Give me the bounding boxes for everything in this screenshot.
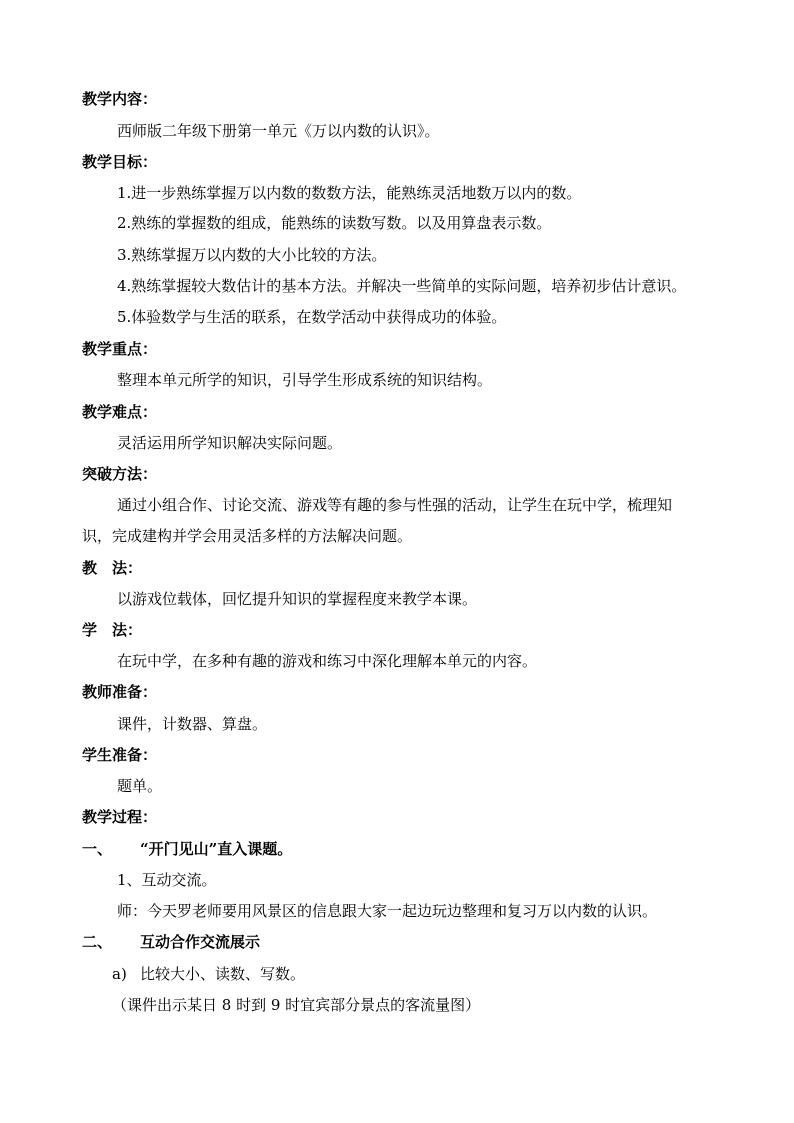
section-1-teacher-line: 师：今天罗老师要用风景区的信息跟大家一起边玩边整理和复习万以内数的认识。	[117, 902, 658, 920]
difficulty-text: 灵活运用所学知识解决实际问题。	[117, 434, 343, 452]
goal-item-5: 5.体验数学与生活的联系，在数学活动中获得成功的体验。	[117, 308, 507, 326]
student-prep-text: 题单。	[117, 777, 163, 795]
content-heading: 教学内容：	[82, 90, 158, 108]
goal-item-4: 4.熟练掌握较大数估计的基本方法。并解决一些简单的实际问题，培养初步估计意识。	[117, 277, 687, 295]
goal-item-3: 3.熟练掌握万以内数的大小比较的方法。	[117, 246, 387, 264]
teach-method-text: 以游戏位载体，回忆提升知识的掌握程度来教学本课。	[117, 590, 478, 608]
learn-method-heading	[82, 620, 142, 640]
learn-method-text: 在玩中学，在多种有趣的游戏和练习中深化理解本单元的内容。	[117, 652, 538, 670]
goal-item-1: 1.进一步熟练掌握万以内数的数数方法，能熟练灵活地数万以内的数。	[117, 184, 582, 202]
section-2-item-marker: a)	[112, 965, 127, 983]
section-2-num: 二、	[82, 933, 113, 951]
section-1-num: 一、	[82, 840, 113, 858]
content-text: 西师版二年级下册第一单元《万以内数的认识》。	[117, 122, 440, 140]
teacher-prep-text: 课件，计数器、算盘。	[117, 715, 268, 733]
section-2-item: 比较大小、读数、写数。	[140, 965, 306, 983]
key-heading: 教学重点：	[82, 340, 158, 358]
teach-method-heading	[82, 558, 142, 578]
goal-item-2: 2.熟练的掌握数的组成，能熟练的读数写数。以及用算盘表示数。	[117, 214, 552, 232]
section-1-title: “开门见山”直入课题。	[140, 840, 293, 858]
breakthrough-text-line-2: 识，完成建构并学会用灵活多样的方法解决问题。	[82, 527, 413, 545]
section-2-title: 互动合作交流展示	[140, 933, 261, 951]
goals-heading: 教学目标：	[82, 153, 158, 171]
teach-method-heading-suffix: 法：	[112, 559, 143, 577]
breakthrough-text-line-1: 通过小组合作、讨论交流、游戏等有趣的参与性强的活动，让学生在玩中学，梳理知	[117, 496, 673, 514]
teach-method-heading-char: 教	[82, 559, 98, 577]
student-prep-heading: 学生准备：	[82, 746, 158, 764]
learn-method-heading-suffix: 法：	[112, 621, 143, 639]
key-text: 整理本单元所学的知识，引导学生形成系统的知识结构。	[117, 371, 493, 389]
process-heading: 教学过程：	[82, 808, 158, 826]
learn-method-heading-char: 学	[82, 621, 98, 639]
breakthrough-heading: 突破方法：	[82, 465, 158, 483]
section-2-note: （课件出示某日 8 时到 9 时宜宾部分景点的客流量图）	[112, 996, 481, 1014]
difficulty-heading: 教学难点：	[82, 403, 158, 421]
teacher-prep-heading: 教师准备：	[82, 683, 158, 701]
section-1-item: 1、互动交流。	[117, 871, 217, 889]
